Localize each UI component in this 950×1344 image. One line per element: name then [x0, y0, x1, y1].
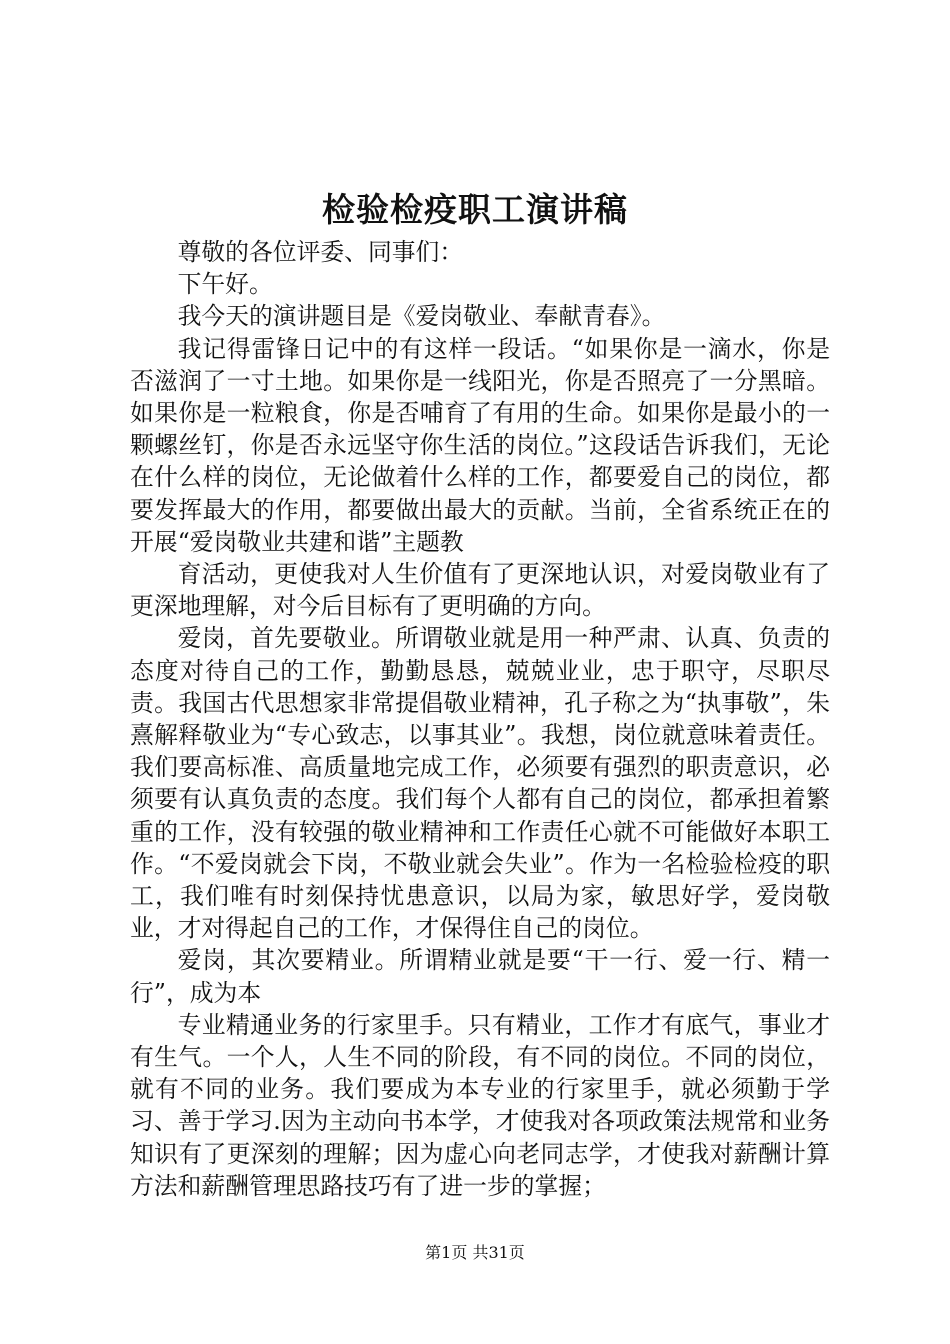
paragraph-education-activity: 育活动，更使我对人生价值有了更深地认识，对爱岗敬业有了更深地理解，对今后目标有了更明确的方向。 [130, 560, 830, 621]
document-body [130, 236, 830, 1202]
paragraph-excellence-start: 爱岗，其次要精业。所谓精业就是要“干一行、爱一行、精一行”，成为本 [130, 946, 830, 1007]
paragraph-lei-feng: 我记得雷锋日记中的有这样一段话。“如果你是一滴水，你是否滋润了一寸土地。如果你是一线阳光，你是否照亮了一分黑暗。如果你是一粒粮食，你是否哺育了有用的生命。如果你是最小的一颗螺丝钉，你是否永远坚守你生活的岗位。”这段话告诉我们，无论在什么样的岗位，无论做着什么样的工作，都要爱自己的岗位，都要发挥最大的作用，都要做出最大的贡献。当前，全省系统正在的开展“爱岗敬业共建和谐”主题教 [130, 334, 830, 556]
document-title: 检验检疫职工演讲稿 [322, 190, 628, 229]
paragraph-greeting: 下午好。 [177, 270, 273, 299]
page-number-footer: 第1页 共31页 [425, 1243, 525, 1262]
paragraph-salutation: 尊敬的各位评委、同事们： [177, 238, 464, 266]
paragraph-topic: 我今天的演讲题目是《爱岗敬业、奉献青春》。 [177, 302, 666, 331]
paragraph-dedication: 爱岗，首先要敬业。所谓敬业就是用一种严肃、认真、负责的态度对待自己的工作，勤勤恳恳，兢兢业业，忠于职守，尽职尽责。我国古代思想家非常提倡敬业精神，孔子称之为“执事敬”，朱熹解释敬业为“专心致志，以事其业”。我想，岗位就意味着责任。我们要高标准、高质量地完成工作，必须要有强烈的职责意识，必须要有认真负责的态度。我们每个人都有自己的岗位，都承担着繁重的工作，没有较强的敬业精神和工作责任心就不可能做好本职工作。“不爱岗就会下岗，不敬业就会失业”。作为一名检验检疫的职工，我们唯有时刻保持忧患意识，以局为家，敏思好学，爱岗敬业，才对得起自己的工作，才保得住自己的岗位。 [130, 624, 830, 943]
paragraph-expertise: 专业精通业务的行家里手。只有精业，工作才有底气，事业才有生气。一个人，人生不同的阶段，有不同的岗位。不同的岗位，就有不同的业务。我们要成为本专业的行家里手，就必须勤于学习、善于学习.因为主动向书本学，才使我对各项政策法规常和业务知识有了更深刻的理解；因为虚心向老同志学，才使我对薪酬计算方法和薪酬管理思路技巧有了进一步的掌握； [130, 1010, 830, 1200]
